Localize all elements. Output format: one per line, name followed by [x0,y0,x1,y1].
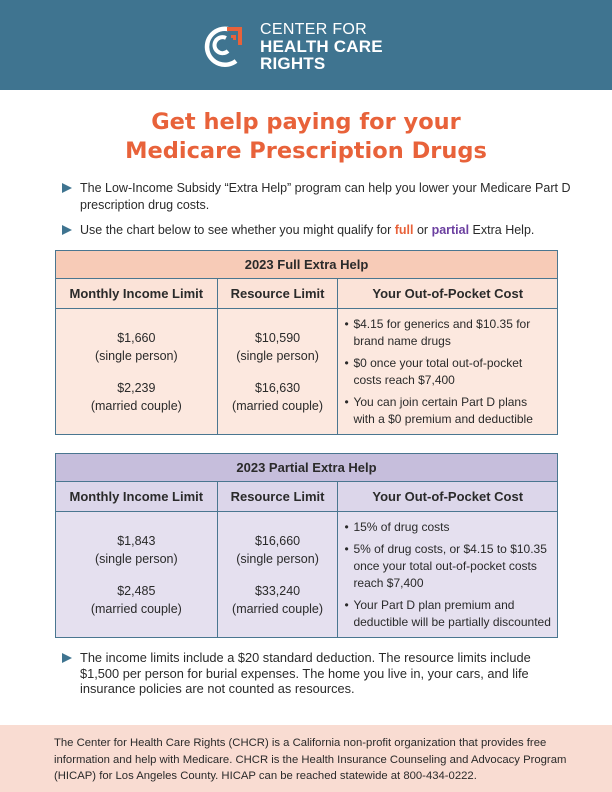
cost-item: • You can join certain Part D plans with a $0 premium and deductible [344,394,551,428]
income-single-label: (single person) [94,551,178,566]
income-single-value: $1,843 [117,533,156,548]
resource-limit-cell [217,512,338,638]
column-header-income: Monthly Income Limit [56,482,218,512]
cost-item: • $4.15 for generics and $10.35 for brand name drugs [344,316,551,350]
intro-bullet-2 [62,222,572,239]
resource-single-value: $16,660 [254,533,301,548]
triangle-bullet-icon [62,653,72,663]
resource-single-label: (single person) [236,551,319,566]
note-text: The income limits include a $20 standard deduction. The resource limits include $1,500 per person for burial expenses. The home you live in, your cars, and life insurance policies are not counted as resources. [80,650,531,696]
income-single-label: (single person) [94,348,178,363]
resource-single-value: $10,590 [254,330,301,345]
column-header-resource: Resource Limit [217,482,338,512]
chcr-logo [198,14,438,78]
income-single-value: $1,660 [117,330,156,345]
chcr-logo-icon [198,21,248,71]
header-banner [0,0,612,90]
logo-line-3: RIGHTS [260,53,326,73]
logo-wordmark [260,21,383,72]
income-married-value: $2,239 [117,380,156,395]
resource-limit-cell [217,309,338,435]
intro-bullet-2-lead: Use the chart below to see whether you might qualify for [80,223,395,237]
table-row [56,309,558,435]
resource-single-label: (single person) [236,348,319,363]
highlight-partial: partial [431,223,470,237]
table-caption: 2023 Partial Extra Help [56,454,558,482]
column-header-cost: Your Out-of-Pocket Cost [338,279,558,309]
income-married-label: (married couple) [90,601,182,616]
logo-line-1: CENTER FOR [260,20,367,38]
cost-cell [338,512,558,638]
resource-married-value: $16,630 [254,380,301,395]
resource-married-label: (married couple) [232,601,324,616]
title-line-2: Medicare Prescription Drugs [125,138,487,164]
triangle-bullet-icon [62,183,72,193]
intro-bullets [62,180,572,247]
column-header-cost: Your Out-of-Pocket Cost [338,482,558,512]
highlight-full: full [394,223,414,237]
cost-item: • 15% of drug costs [344,519,551,536]
intro-bullet-2-tail: Extra Help. [469,223,535,237]
intro-bullet-2-text [80,222,534,239]
cost-item: • 5% of drug costs, or $4.15 to $10.35 once your total out-of-pocket costs reach $7,400 [344,541,551,592]
resource-married-value: $33,240 [254,583,301,598]
table-row [56,512,558,638]
intro-bullet-2-or: or [413,223,432,237]
resource-married-label: (married couple) [232,398,324,413]
cost-item: • Your Part D plan premium and deductible will be partially discounted [344,597,551,631]
logo-line-2: HEALTH CARE [260,36,383,56]
column-header-resource: Resource Limit [217,279,338,309]
income-married-label: (married couple) [90,398,182,413]
intro-bullet-1-text: The Low-Income Subsidy “Extra Help” program can help you lower your Medicare Part D prescription drug costs. [80,181,571,212]
partial-extra-help-table [55,453,558,638]
cost-item: • $0 once your total out-of-pocket costs reach $7,400 [344,355,551,389]
footer-band [0,725,612,792]
full-extra-help-table [55,250,558,435]
page-title [0,108,612,166]
title-line-1: Get help paying for your [151,109,461,135]
income-married-value: $2,485 [117,583,156,598]
cost-cell [338,309,558,435]
income-resource-note [62,650,562,697]
column-header-income: Monthly Income Limit [56,279,218,309]
triangle-bullet-icon [62,225,72,235]
footer-text: The Center for Health Care Rights (CHCR) is a California non-profit organization that provides free information and help with Medicare. CHCR is the Health Insurance Counseling and Advocacy Program (HICAP) for Los Angeles County. HICAP can be reached statewide at 800-434-0222. [54,737,567,782]
table-caption: 2023 Full Extra Help [56,251,558,279]
income-limit-cell [56,309,218,435]
intro-bullet-1 [62,180,572,214]
income-limit-cell [56,512,218,638]
